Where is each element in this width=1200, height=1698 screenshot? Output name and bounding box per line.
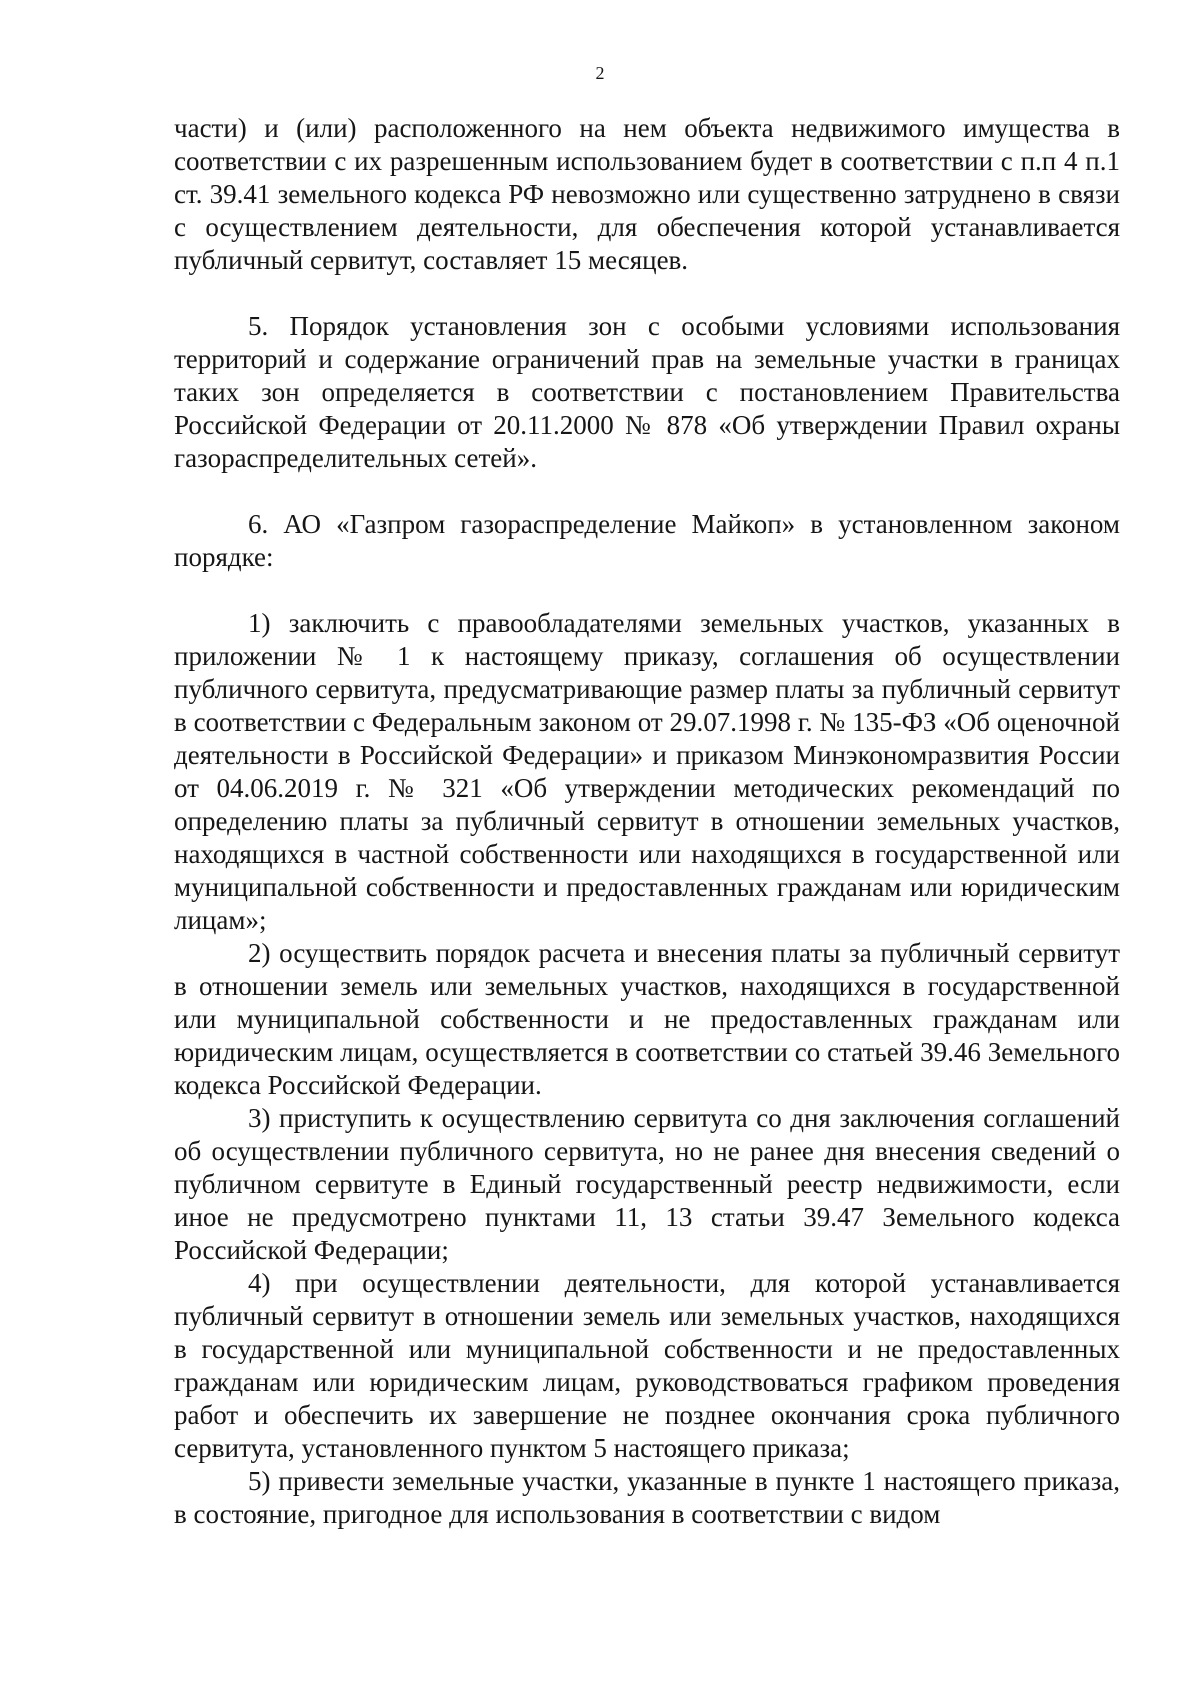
subparagraph-4: 4) при осуществлении деятельности, для которой устанавливается публичный сервитут в отношении земель или земельных участков, находящихся в государственной или муниципальной собственности и не предоставленных гражданам или юридическим лицам, руководствоваться графиком проведения работ и обеспечить их завершение не позднее окончания срока публичного сервитута, установленного пунктом 5 настоящего приказа; <box>174 1268 1120 1463</box>
paragraph-5: 5. Порядок установления зон с особыми условиями использования территорий и содержание ограничений прав на земельные участки в границах таких зон определяется в соответствии с постановлением Правительства Российской Федерации от 20.11.2000 № 878 «Об утверждении Правил охраны газораспределительных сетей». <box>174 311 1120 473</box>
subparagraph-2: 2) осуществить порядок расчета и внесения платы за публичный сервитут в отношении земель или земельных участков, находящихся в государственной или муниципальной собственности и не предоставленных гражданам или юридическим лицам, осуществляется в соответствии со статьей 39.46 Земельного кодекса Российской Федерации. <box>174 938 1120 1100</box>
subparagraph-1: 1) заключить с правообладателями земельных участков, указанных в приложении № 1 к настоящему приказу, соглашения об осуществлении публичного сервитута, предусматривающие размер платы за публичный сервитут в соответствии с Федеральным законом от 29.07.1998 г. № 135-ФЗ «Об оценочной деятельности в Российской Федерации» и приказом Минэкономразвития России от 04.06.2019 г. № 321 «Об утверждении методических рекомендаций по определению платы за публичный сервитут в отношении земельных участков, находящихся в частной собственности или находящихся в государственной или муниципальной собственности и предоставленных гражданам или юридическим лицам»; <box>174 608 1120 935</box>
page-number: 2 <box>595 63 605 83</box>
paragraph-6: 6. АО «Газпром газораспределение Майкоп» в установленном законом порядке: <box>174 509 1120 572</box>
paragraph-continuation: части) и (или) расположенного на нем объекта недвижимого имущества в соответствии с их разрешенным использованием будет в соответствии с п.п 4 п.1 ст. 39.41 земельного кодекса РФ невозможно или существенно затруднено в связи с осуществлением деятельности, для обеспечения которой устанавливается публичный сервитут, составляет 15 месяцев. <box>174 113 1120 275</box>
document-body <box>174 112 1120 1531</box>
subparagraph-5: 5) привести земельные участки, указанные в пункте 1 настоящего приказа, в состояние, пригодное для использования в соответствии с видом <box>174 1466 1120 1529</box>
subparagraph-3: 3) приступить к осуществлению сервитута со дня заключения соглашений об осуществлении публичного сервитута, но не ранее дня внесения сведений о публичном сервитуте в Единый государственный реестр недвижимости, если иное не предусмотрено пунктами 11, 13 статьи 39.47 Земельного кодекса Российской Федерации; <box>174 1103 1120 1265</box>
